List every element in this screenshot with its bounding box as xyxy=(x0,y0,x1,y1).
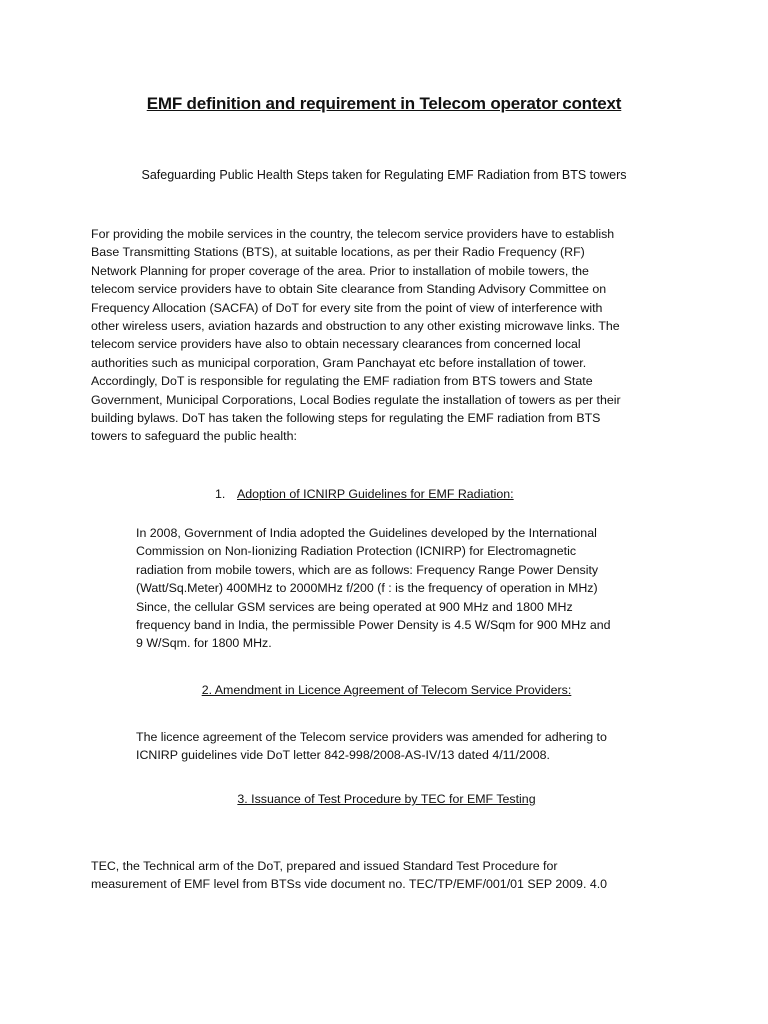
document-title: EMF definition and requirement in Telecom operator context xyxy=(146,94,622,113)
section-1-heading xyxy=(215,487,514,501)
document-subtitle: Safeguarding Public Health Steps taken for Regulating EMF Radiation from BTS towers xyxy=(141,168,627,182)
section-3-body: TEC, the Technical arm of the DoT, prepared and issued Standard Test Procedure for measurement of EMF level from BTSs vide document no. TEC/TP/EMF/001/01 SEP 2009. 4.0 xyxy=(91,859,608,892)
intro-paragraph: For providing the mobile services in the country, the telecom service providers have to establish Base Transmitting Stations (BTS), at suitable locations, as per their Radio Frequency (RF) Network Planning for proper coverage of the area. Prior to installation of mobile towers, the telecom service providers have to obtain Site clearance from Standing Advisory Committee on Frequency Allocation (SACFA) of DoT for every site from the point of view of interference with other wireless users, aviation hazards and obstruction to any other existing microwave links. The telecom service providers have also to obtain necessary clearances from concerned local authorities such as municipal corporation, Gram Panchayat etc before installation of tower. Accordingly, DoT is responsible for regulating the EMF radiation from BTS towers and State Government, Municipal Corporations, Local Bodies regulate the installation of towers as per their building bylaws. DoT has taken the following steps for regulating the EMF radiation from BTS towers to safeguard the public health: xyxy=(91,227,621,444)
section-2-heading: 2. Amendment in Licence Agreement of Telecom Service Providers: xyxy=(201,683,572,697)
section-2-body: The licence agreement of the Telecom service providers was amended for adhering to ICNIRP guidelines vide DoT letter 842-998/2008-AS-IV/13 dated 4/11/2008. xyxy=(136,730,607,763)
section-1-number: 1. xyxy=(215,487,226,501)
section-1-body: In 2008, Government of India adopted the Guidelines developed by the International Commission on Non-Iionizing Radiation Protection (ICNIRP) for Electromagnetic radiation from mobile towers, which are as follows: Frequency Range Power Density (Watt/Sq.Meter) 400MHz to 2000MHz f/200 (f : is the frequency of operation in MHz) Since, the cellular GSM services are being operated at 900 MHz and 1800 MHz frequency band in India, the permissible Power Density is 4.5 W/Sqm for 900 MHz and 9 W/Sqm. for 1800 MHz. xyxy=(136,526,611,651)
section-3-heading: 3. Issuance of Test Procedure by TEC for EMF Testing xyxy=(237,792,536,806)
section-1-title: Adoption of ICNIRP Guidelines for EMF Radiation: xyxy=(237,487,514,501)
